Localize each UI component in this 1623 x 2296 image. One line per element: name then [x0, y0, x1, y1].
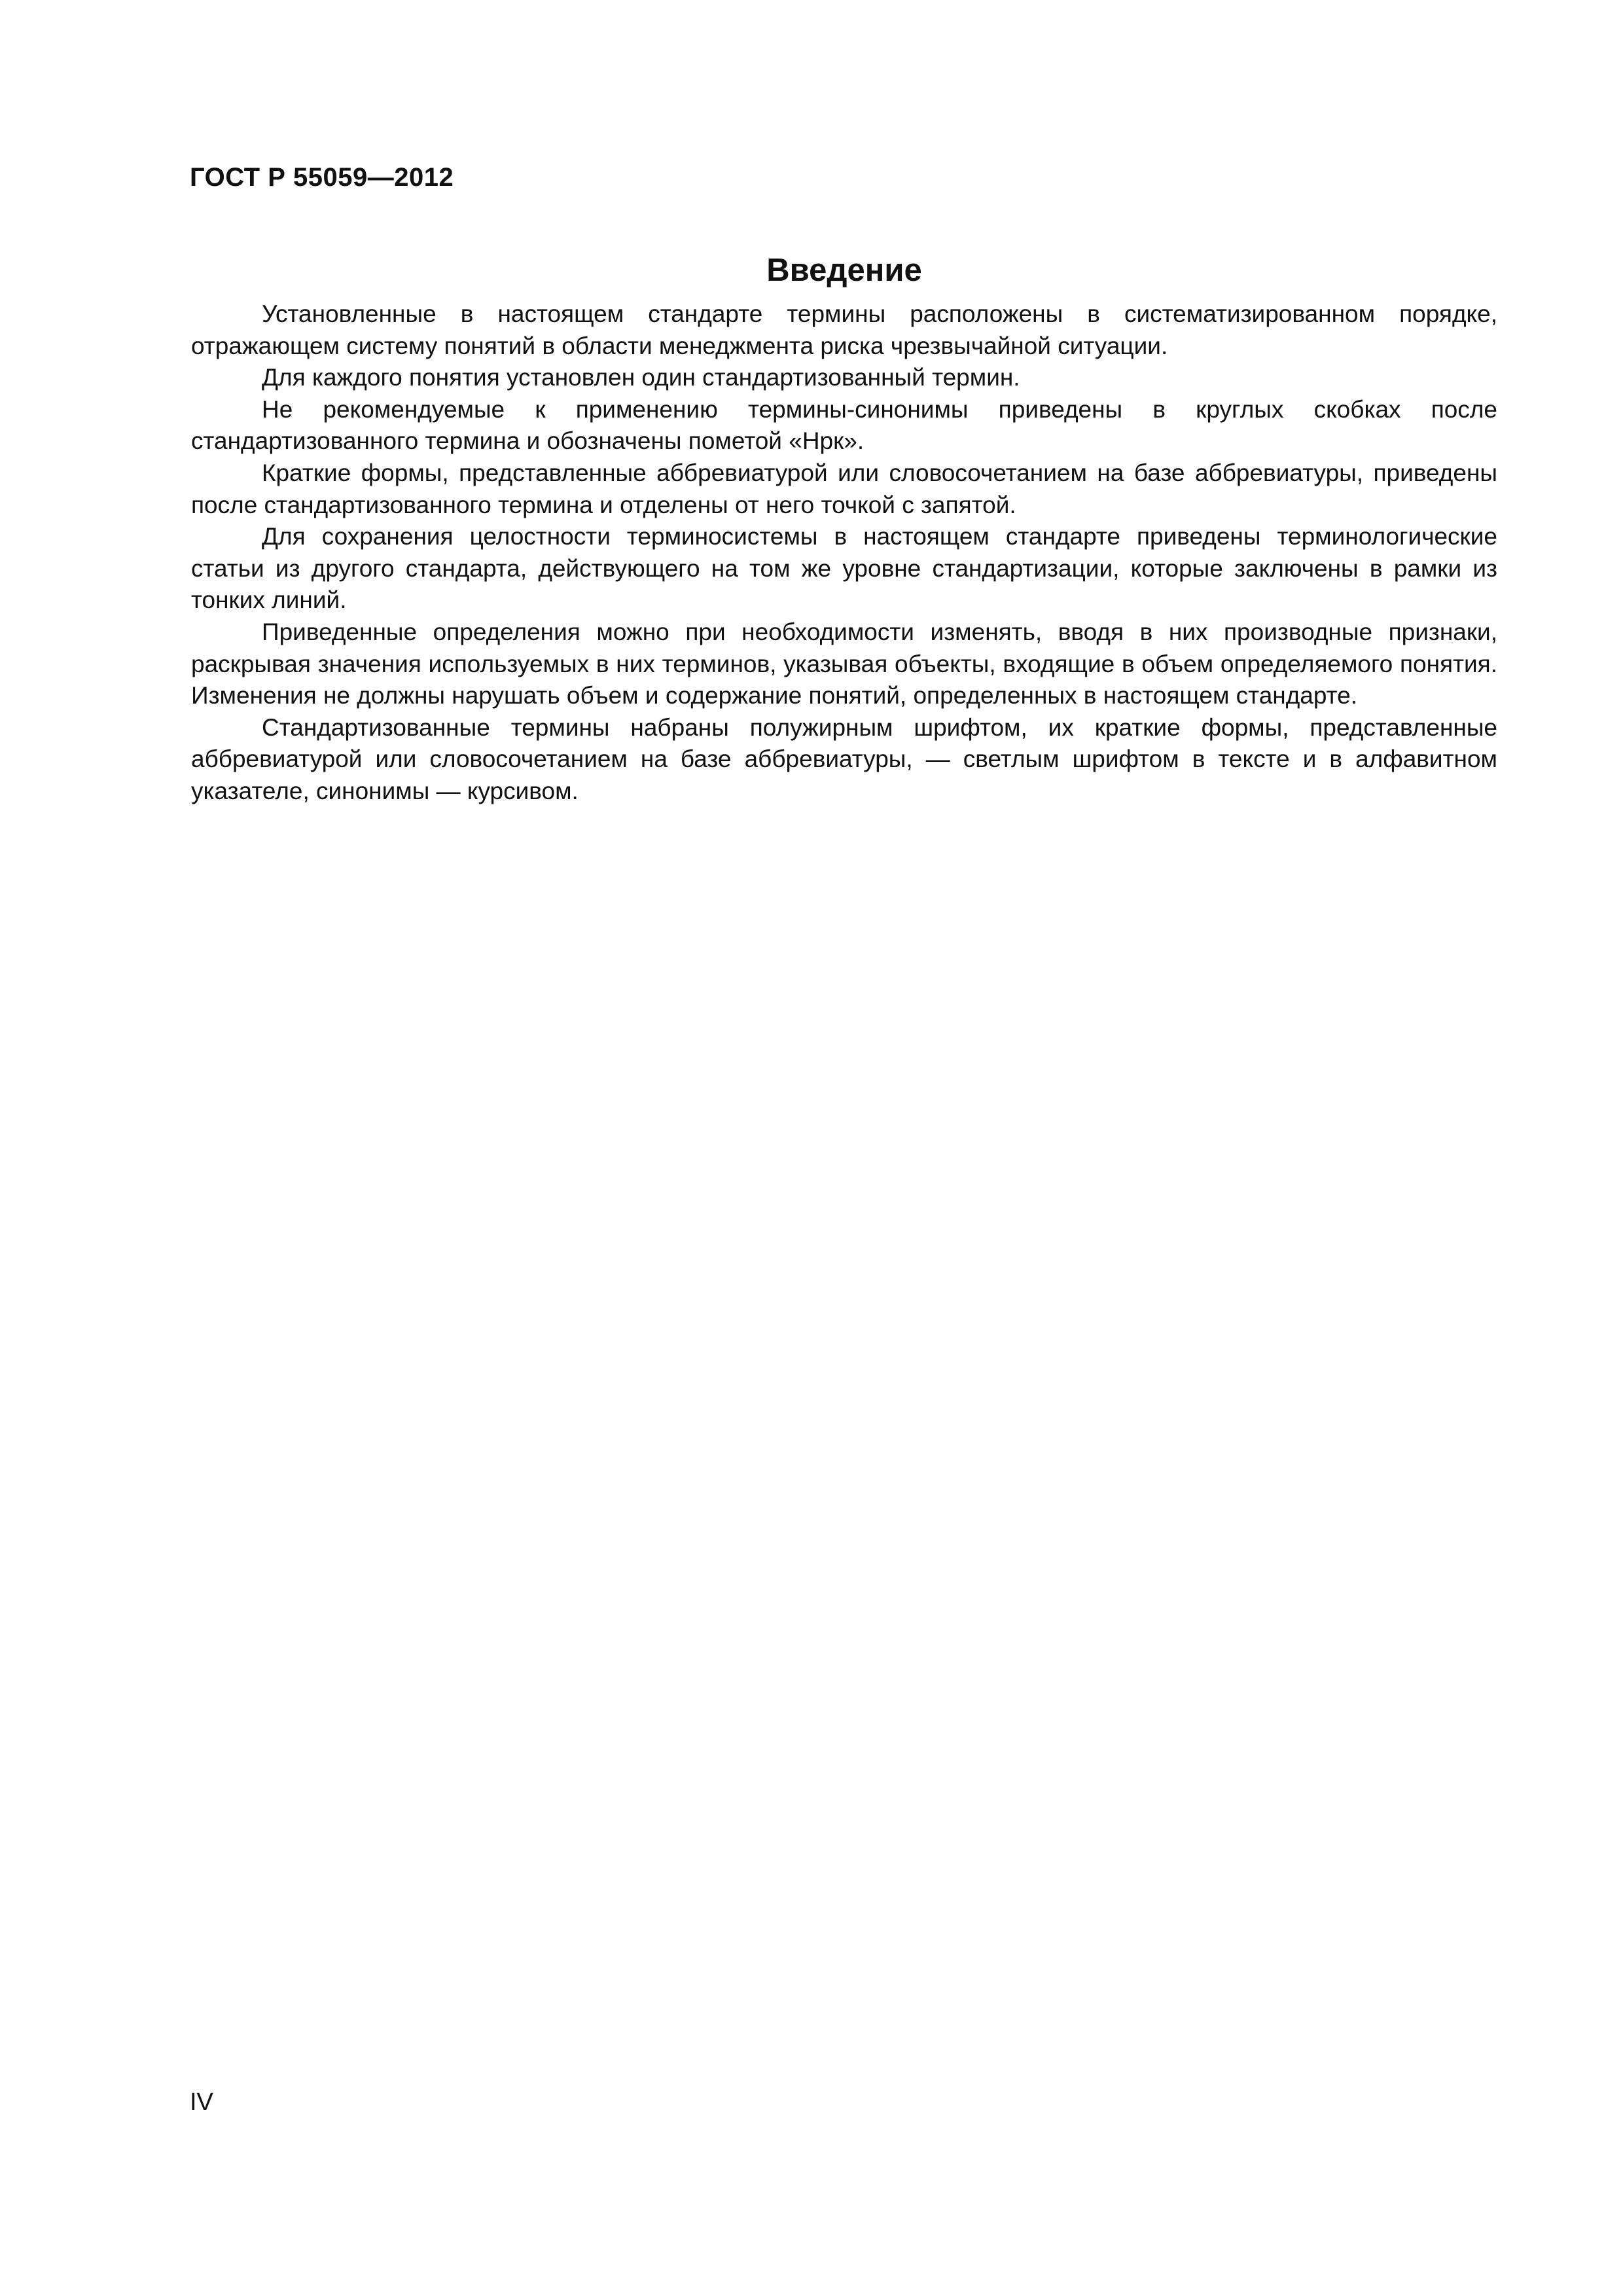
- paragraph: Для сохранения целостности терминосистемы в настоящем стандарте приведены терминологические статьи из другого стандарта, действующего на том же уровне стандартизации, которые заключены в рамки из тонких линий.: [191, 523, 1497, 614]
- paragraph: Установленные в настоящем стандарте термины расположены в систематизированном порядке, отражающем систему понятий в области менеджмента риска чрезвычайной ситуации.: [191, 300, 1497, 359]
- document-code: ГОСТ Р 55059—2012: [190, 163, 454, 192]
- introduction-body: [191, 298, 1497, 808]
- page-number: IV: [190, 2089, 213, 2116]
- paragraph: Для каждого понятия установлен один стандартизованный термин.: [262, 364, 1020, 391]
- paragraph: Приведенные определения можно при необходимости изменять, вводя в них производные признаки, раскрывая значения используемых в них терминов, указывая объекты, входящие в объем определяемого понятия. Изменения не должны нарушать объем и содержание понятий, определенных в настоящем стандарте.: [191, 618, 1497, 709]
- section-title: Введение: [766, 252, 922, 288]
- paragraph: Стандартизованные термины набраны полужирным шрифтом, их краткие формы, представленные аббревиатурой или словосочетанием на базе аббревиатуры, — светлым шрифтом в тексте и в алфавитном указателе, синонимы — курсивом.: [191, 713, 1497, 804]
- paragraph: Краткие формы, представленные аббревиатурой или словосочетанием на базе аббревиатуры, приведены после стандартизованного термина и отделены от него точкой с запятой.: [191, 459, 1497, 518]
- paragraph: Не рекомендуемые к применению термины-синонимы приведены в круглых скобках после стандартизованного термина и обозначены пометой «Нрк».: [191, 395, 1497, 455]
